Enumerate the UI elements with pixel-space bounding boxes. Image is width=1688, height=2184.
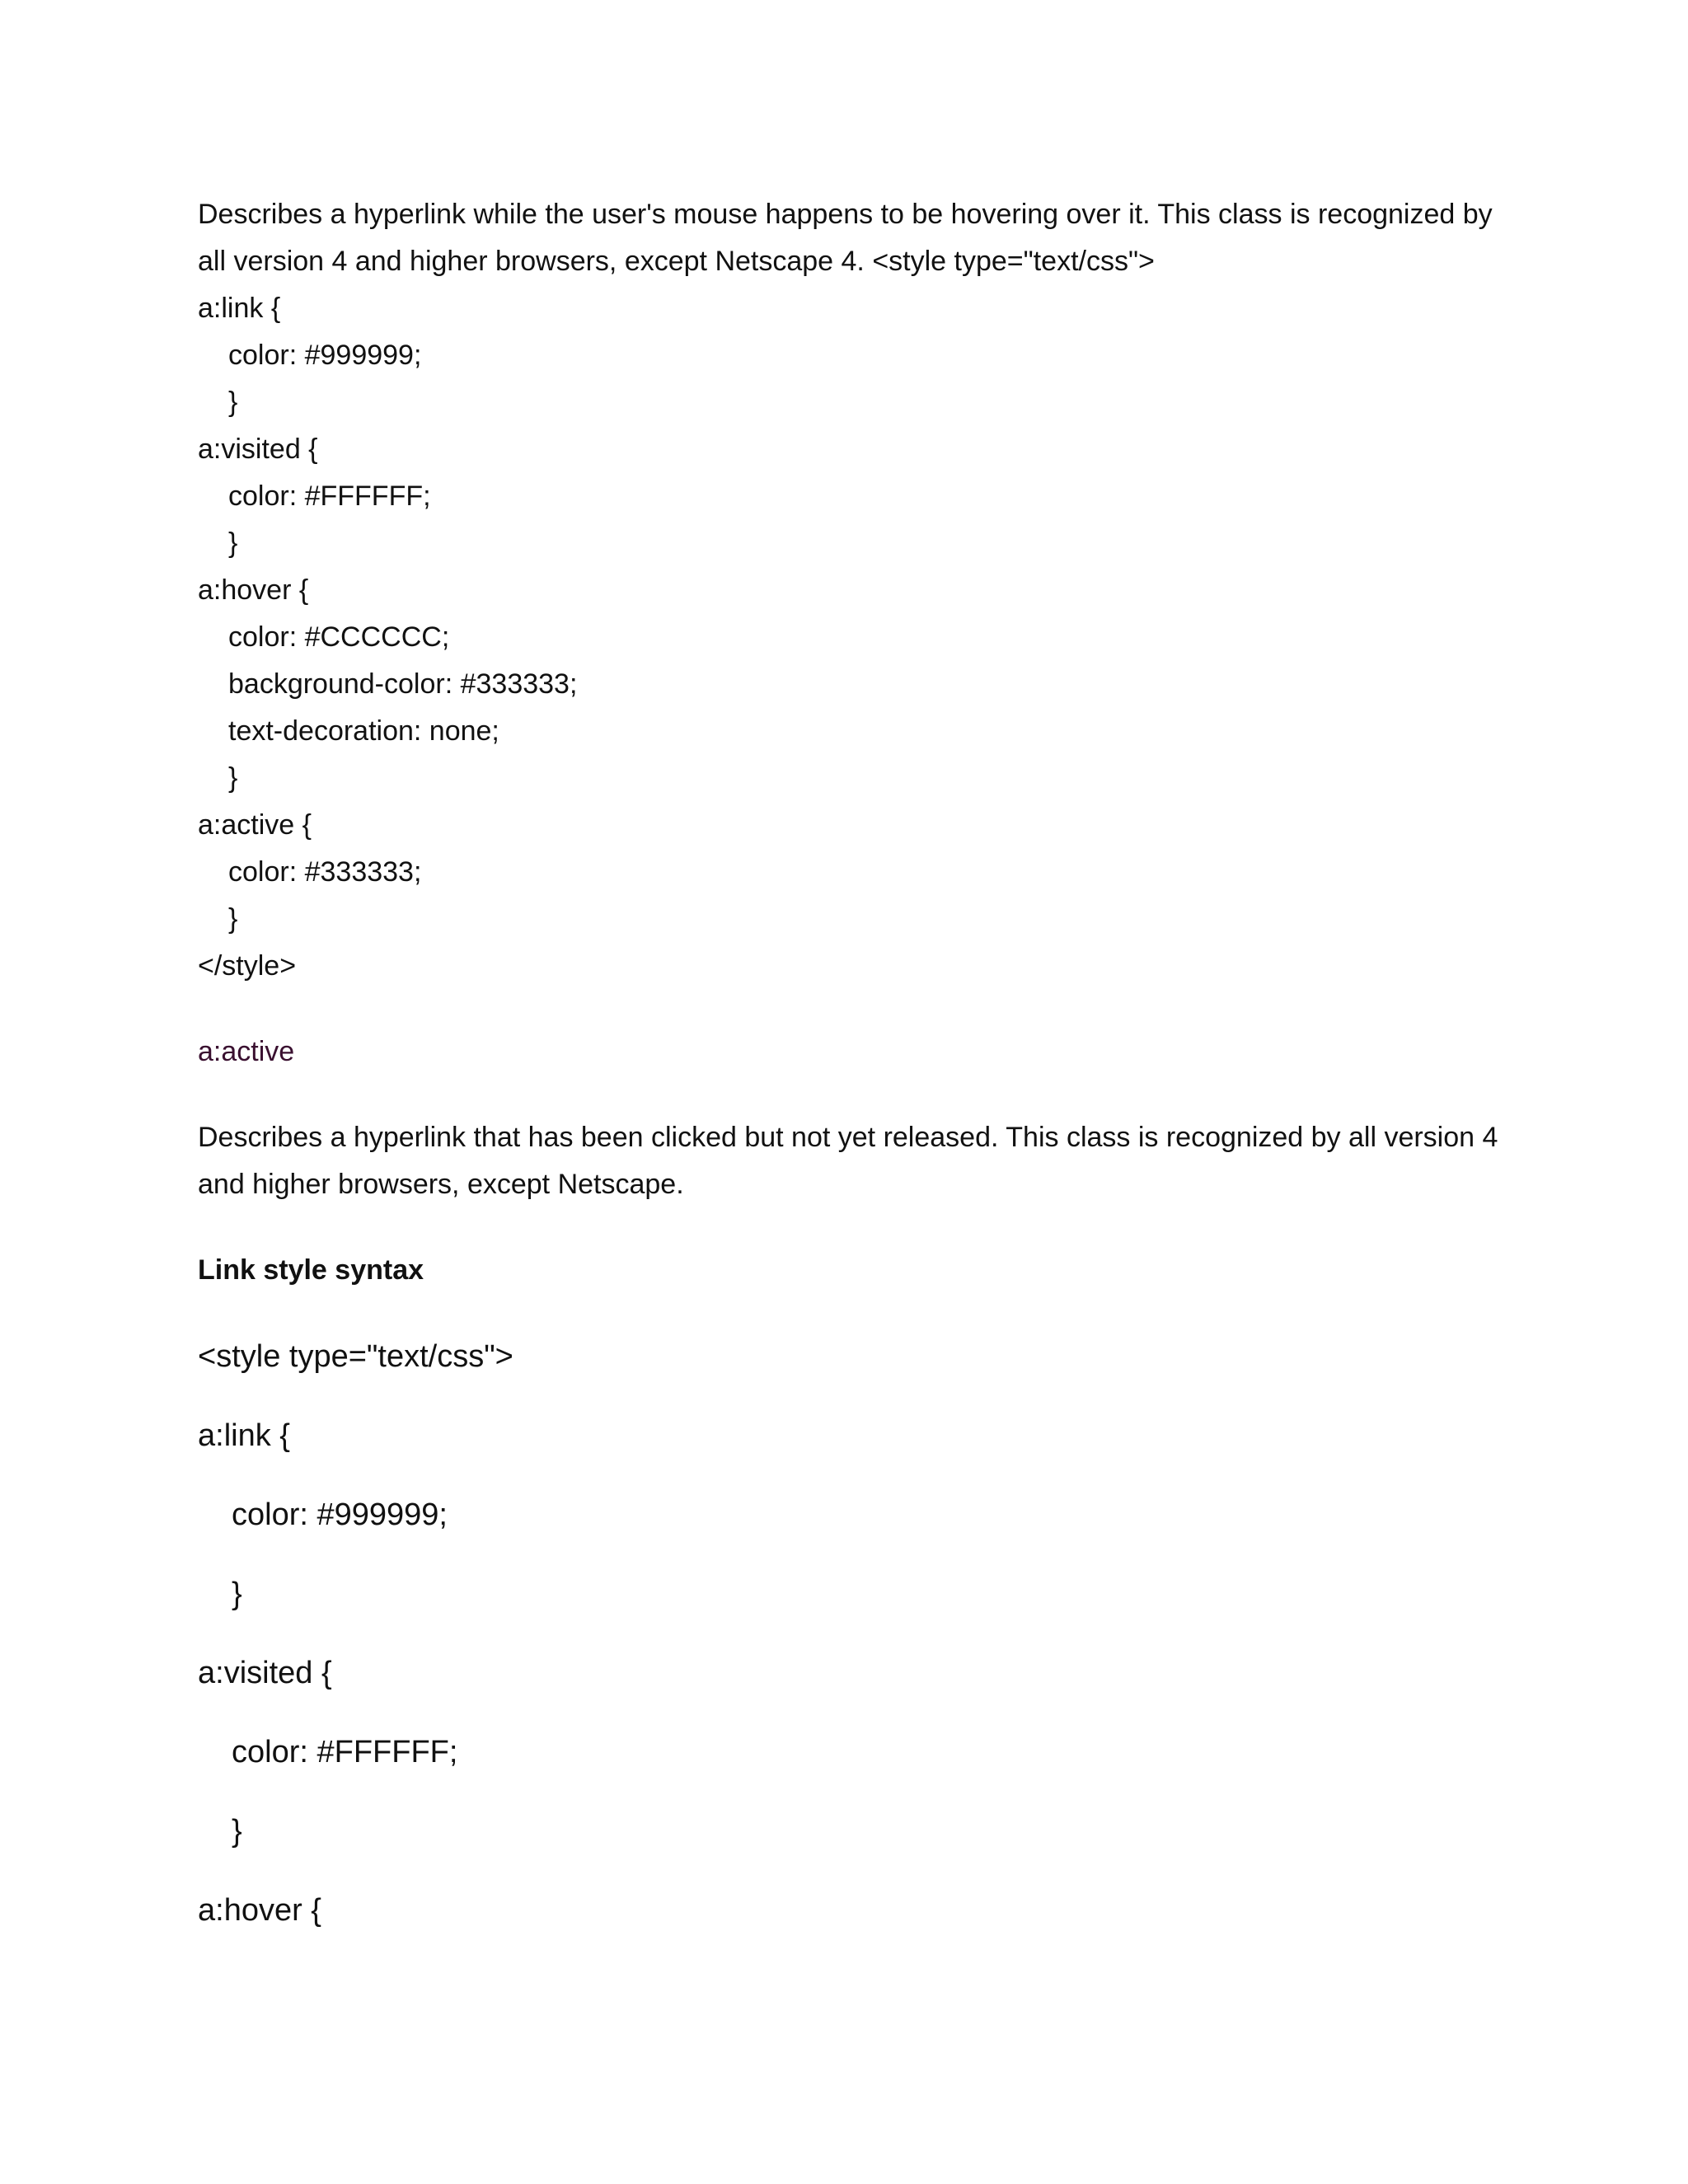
code-line: color: #333333; [228,856,422,888]
syntax-heading: Link style syntax [198,1254,424,1286]
code-line: } [232,1577,242,1611]
code-line: a:active { [198,809,312,841]
code-line: color: #999999; [228,340,422,371]
code-line: a:hover { [198,1893,321,1928]
code-line: a:link { [198,293,281,324]
code-line: a:visited { [198,1656,332,1690]
code-line: text-decoration: none; [228,715,499,747]
code-line: a:visited { [198,434,318,465]
code-line: } [228,762,238,794]
code-line: color: #FFFFFF; [232,1735,458,1769]
code-line: a:hover { [198,574,309,606]
code-line: </style> [198,950,297,982]
code-line: background-color: #333333; [228,668,578,700]
code-line: color: #999999; [232,1497,448,1532]
code-line: } [232,1814,242,1849]
active-description-line-2: and higher browsers, except Netscape. [198,1169,684,1200]
code-line: a:link { [198,1418,290,1453]
code-line: } [228,387,238,418]
code-line: <style type="text/css"> [198,1339,513,1374]
hover-description-line-1: Describes a hyperlink while the user's mouse happens to be hovering over it. This class is recognized by [198,199,1493,230]
code-line: color: #CCCCCC; [228,621,450,653]
code-line: } [228,903,238,935]
active-description-line-1: Describes a hyperlink that has been clicked but not yet released. This class is recognized by all version 4 [198,1122,1498,1153]
hover-description-line-2: all version 4 and higher browsers, except Netscape 4. <style type="text/css"> [198,246,1155,277]
code-line: } [228,527,238,559]
active-heading: a:active [198,1036,295,1067]
code-line: color: #FFFFFF; [228,480,431,512]
